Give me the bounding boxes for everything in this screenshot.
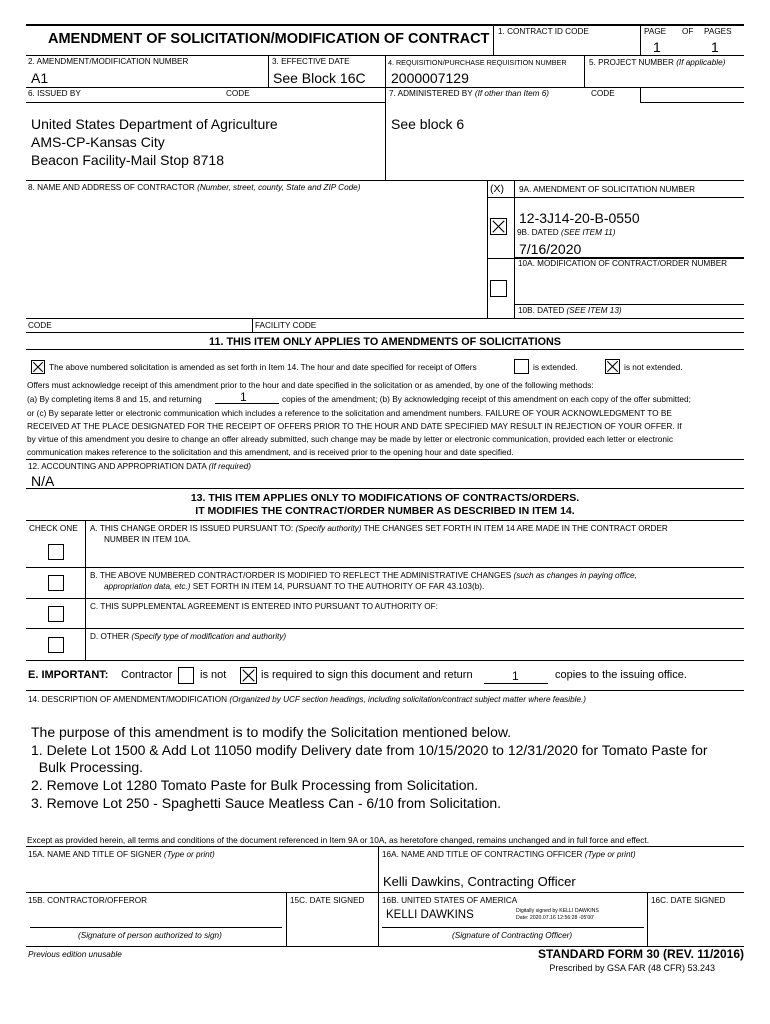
- page-label: PAGE: [644, 27, 667, 36]
- item11-line2: Offers must acknowledge receipt of this amendment prior to the hour and date specified in the solicitation or as amended, by one of the following methods:: [27, 380, 594, 390]
- item13b-text-line1: B. THE ABOVE NUMBERED CONTRACT/ORDER IS MODIFIED TO REFLECT THE ADMINISTRATIVE CHANGES (such as changes in paying office,: [90, 571, 637, 580]
- modification-number-label: 10A. MODIFICATION OF CONTRACT/ORDER NUMBER: [518, 259, 728, 268]
- copies-returned-underline: [215, 403, 279, 404]
- effective-date-label: 3. EFFECTIVE DATE: [272, 57, 350, 66]
- signer-name-label: 15A. NAME AND TITLE OF SIGNER (Type or print): [28, 850, 215, 859]
- is-not-checkbox[interactable]: [178, 667, 194, 684]
- item11-line7: communication makes reference to the solicitation and this amendment, and is received prior to the opening hour and date specified.: [27, 447, 514, 457]
- solicitation-number-label: 9A. AMENDMENT OF SOLICITATION NUMBER: [519, 185, 696, 194]
- accounting-data-value: N/A: [31, 473, 55, 489]
- item13d-checkbox[interactable]: [48, 637, 64, 653]
- check-one-label: CHECK ONE: [29, 524, 78, 533]
- contractor-code-label: CODE: [28, 321, 52, 330]
- officer-name-value: Kelli Dawkins, Contracting Officer: [383, 874, 576, 889]
- item13c-text: C. THIS SUPPLEMENTAL AGREEMENT IS ENTERED INTO PURSUANT TO AUTHORITY OF:: [90, 602, 438, 611]
- item13-heading-line1: 13. THIS ITEM APPLIES ONLY TO MODIFICATIONS OF CONTRACTS/ORDERS.: [190, 492, 580, 504]
- administered-code-label: CODE: [591, 89, 615, 98]
- except-clause: Except as provided herein, all terms and conditions of the document referenced in Item 9A or 10A, as heretofore changed, remains unchanged and in full force and effect.: [27, 835, 650, 845]
- requisition-value: 2000007129: [391, 70, 469, 86]
- page-number: 1: [653, 39, 661, 55]
- amendment-number-value: A1: [31, 70, 49, 86]
- officer-name-label: 16A. NAME AND TITLE OF CONTRACTING OFFICER (Type or print): [382, 850, 636, 859]
- description-line-3: 2. Remove Lot 1280 Tomato Paste for Bulk Processing from Solicitation.: [31, 777, 479, 793]
- description-line-2: Bulk Processing.: [31, 759, 144, 775]
- contractor-offeror-label: 15B. CONTRACTOR/OFFEROR: [28, 896, 148, 905]
- item13a-checkbox[interactable]: [48, 544, 64, 560]
- signature-person-caption: (Signature of person authorized to sign): [78, 931, 222, 940]
- solicitation-number-value: 12-3J14-20-B-0550: [519, 210, 640, 226]
- offers-extended-label: is extended.: [533, 362, 578, 372]
- offers-not-extended-label: is not extended.: [624, 362, 683, 372]
- item13b-text-line2: appropriation data, etc.) SET FORTH IN ITEM 14, PURSUANT TO THE AUTHORITY OF FAR 43.103(b).: [104, 582, 485, 591]
- issued-by-label: 6. ISSUED BY: [28, 89, 81, 98]
- item13b-checkbox[interactable]: [48, 575, 64, 591]
- facility-code-label: FACILITY CODE: [255, 321, 317, 330]
- item11-heading: 11. THIS ITEM ONLY APPLIES TO AMENDMENTS OF SOLICITATIONS: [209, 336, 561, 348]
- description-line-4: 3. Remove Lot 250 - Spaghetti Sauce Meatless Can - 6/10 from Solicitation.: [31, 795, 502, 811]
- is-required-checkbox[interactable]: [240, 667, 257, 684]
- description-line-1: 1. Delete Lot 1500 & Add Lot 11050 modify Delivery date from 10/15/2020 to 12/31/2020 for Tomato Paste for: [31, 742, 708, 758]
- digital-signature-line1: Digitally signed by KELLI DAWKINS: [516, 908, 599, 914]
- pages-label: PAGES: [704, 27, 732, 36]
- return-copies-underline: [484, 683, 548, 684]
- offers-not-extended-checkbox[interactable]: [605, 359, 620, 374]
- standard-form-number: STANDARD FORM 30 (REV. 11/2016): [537, 947, 744, 961]
- offers-extended-checkbox[interactable]: [514, 359, 529, 374]
- dated-9b-label: 9B. DATED (SEE ITEM 11): [517, 228, 616, 237]
- issued-by-line1: United States Department of Agriculture: [31, 116, 278, 132]
- item13-heading-line2: IT MODIFIES THE CONTRACT/ORDER NUMBER AS DESCRIBED IN ITEM 14.: [195, 505, 575, 517]
- dated-9b-value: 7/16/2020: [519, 241, 582, 257]
- project-number-label: 5. PROJECT NUMBER (If applicable): [589, 58, 726, 67]
- important-is-required: is required to sign this document and return: [261, 669, 473, 681]
- officer-signature-name: KELLI DAWKINS: [386, 909, 474, 921]
- item11-line1: The above numbered solicitation is amended as set forth in Item 14. The hour and date specified for receipt of Offers: [49, 362, 477, 372]
- issued-by-line3: Beacon Facility-Mail Stop 8718: [31, 152, 224, 168]
- description-line-0: The purpose of this amendment is to modify the Solicitation mentioned below.: [31, 724, 512, 740]
- of-label: OF: [682, 27, 694, 36]
- item11-amended-checkbox[interactable]: [31, 360, 45, 374]
- return-copies-value: 1: [512, 669, 519, 683]
- important-label: E. IMPORTANT:: [28, 669, 109, 681]
- item11-line3a: (a) By completing items 8 and 15, and returning: [27, 394, 202, 404]
- prescribed-by: Prescribed by GSA FAR (48 CFR) 53.243: [549, 963, 715, 973]
- usa-label: 16B. UNITED STATES OF AMERICA: [382, 896, 518, 905]
- contractor-label: 8. NAME AND ADDRESS OF CONTRACTOR (Number, street, county, State and ZIP Code): [28, 183, 361, 192]
- contractor-date-signed-label: 15C. DATE SIGNED: [290, 896, 365, 905]
- amendment-checkbox-9[interactable]: [490, 218, 507, 235]
- modification-checkbox-10[interactable]: [490, 280, 507, 297]
- administered-by-value: See block 6: [391, 116, 465, 132]
- item13d-text: D. OTHER (Specify type of modification and authority): [90, 632, 287, 641]
- item13a-text-line2: NUMBER IN ITEM 10A.: [104, 535, 191, 544]
- officer-date-signed-label: 16C. DATE SIGNED: [651, 896, 726, 905]
- important-contractor: Contractor: [121, 669, 173, 681]
- form-title: AMENDMENT OF SOLICITATION/MODIFICATION OF CONTRACT: [48, 31, 490, 47]
- contract-id-label: 1. CONTRACT ID CODE: [498, 27, 589, 36]
- item13c-checkbox[interactable]: [48, 606, 64, 622]
- signature-officer-caption: (Signature of Contracting Officer): [452, 931, 573, 940]
- effective-date-value: See Block 16C: [273, 70, 366, 86]
- digital-signature-line2: Date: 2020.07.16 12:56:28 -05'00': [516, 915, 595, 921]
- total-pages: 1: [711, 39, 719, 55]
- item11-line4: or (c) By separate letter or electronic communication which includes a reference to the solicitation and amendment numbers. FAILURE OF YOUR ACKNOWLEDGMENT TO BE: [27, 408, 672, 418]
- item11-line3b: copies of the amendment; (b) By acknowledging receipt of this amendment on each copy of the offer submitted;: [282, 394, 691, 404]
- item11-line5: RECEIVED AT THE PLACE DESIGNATED FOR THE RECEIPT OF OFFERS PRIOR TO THE HOUR AND DATE SPECIFIED MAY RESULT IN REJECTION OF YOUR OFFER. If: [27, 421, 682, 431]
- accounting-data-label: 12. ACCOUNTING AND APPROPRIATION DATA (If required): [28, 462, 251, 471]
- copies-returned-value: 1: [240, 390, 247, 404]
- important-copies-text: copies to the issuing office.: [555, 669, 687, 681]
- item13a-text-line1: A. THIS CHANGE ORDER IS ISSUED PURSUANT TO: (Specify authority) THE CHANGES SET FORTH IN ITEM 14 ARE MADE IN THE CONTRACT ORDER: [90, 524, 668, 533]
- administered-by-label: 7. ADMINISTERED BY (If other than Item 6): [389, 89, 550, 98]
- important-is-not: is not: [200, 669, 227, 681]
- description-label: 14. DESCRIPTION OF AMENDMENT/MODIFICATION (Organized by UCF section headings, including solicitation/contract subject matter where feasible.): [28, 695, 587, 704]
- dated-10b-label: 10B. DATED (SEE ITEM 13): [518, 306, 622, 315]
- item11-line6: by virtue of this amendment you desire to change an offer already submitted, such change may be made by letter or electronic communication, provided each letter or electronic: [27, 434, 673, 444]
- previous-edition-note: Previous edition unusable: [28, 950, 122, 959]
- issued-by-line2: AMS-CP-Kansas City: [31, 134, 165, 150]
- x-column-header: (X): [490, 183, 504, 195]
- requisition-label: 4. REQUISITION/PURCHASE REQUISITION NUMBER: [388, 58, 567, 67]
- amendment-number-label: 2. AMENDMENT/MODIFICATION NUMBER: [28, 57, 189, 66]
- issued-code-label: CODE: [226, 89, 250, 98]
